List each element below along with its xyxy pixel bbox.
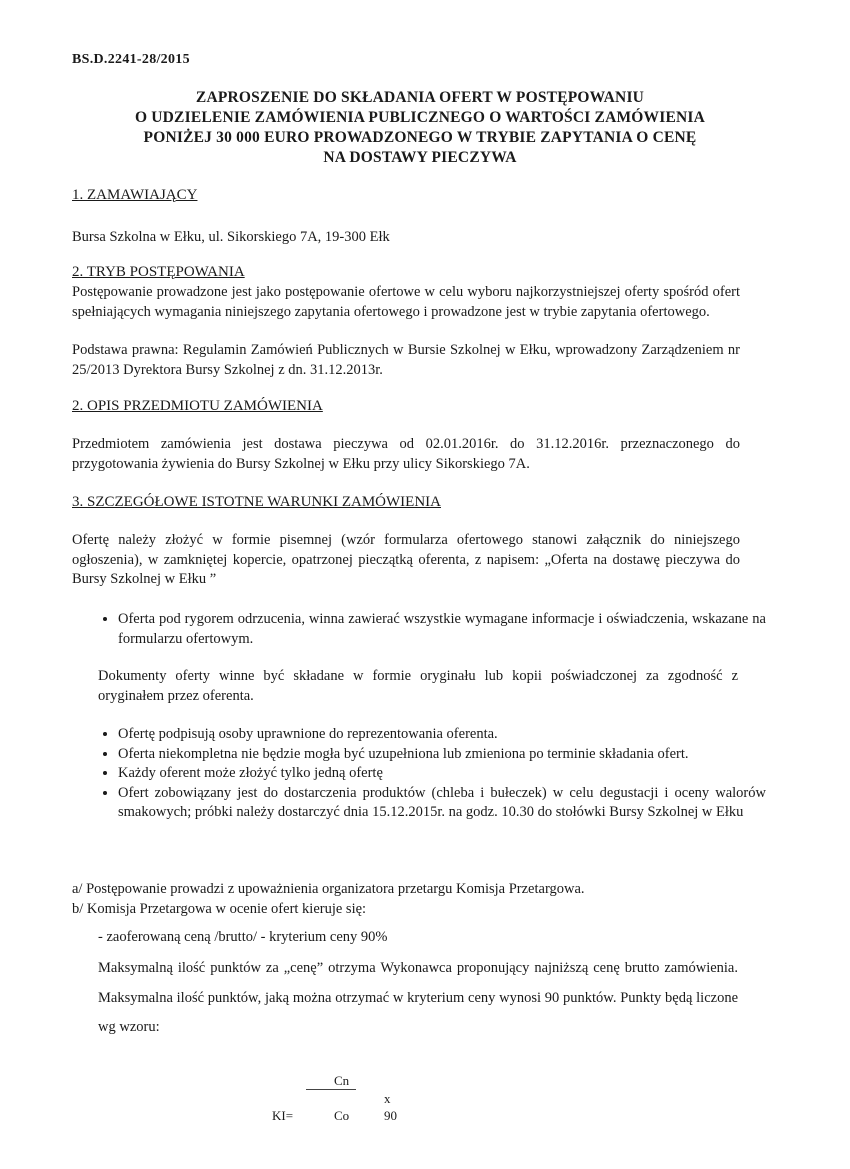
documents-paragraph: Dokumenty oferty winne być składane w formie oryginału lub kopii poświadczonej za zgodność z oryginałem przez oferenta.: [98, 668, 738, 704]
requirements-list: [92, 610, 766, 649]
section-heading-opis: 2. OPIS PRZEDMIOTU ZAMÓWIENIA: [72, 398, 323, 414]
price-criterion: - zaoferowaną ceną /brutto/ - kryterium ceny 90%: [98, 929, 388, 945]
ordering-party-address: Bursa Szkolna w Ełku, ul. Sikorskiego 7A, 19-300 Ełk: [72, 229, 390, 245]
title-line: PONIŻEJ 30 000 EURO PROWADZONEGO W TRYBIE ZAPYTANIA O CENĘ: [143, 129, 697, 146]
conditions-list: [92, 725, 766, 823]
committee-paragraph-a: a/ Postępowanie prowadzi z upoważnienia organizatora przetargu Komisja Przetargowa.: [72, 881, 585, 897]
document-reference: BS.D.2241-28/2015: [72, 52, 190, 67]
formula-factor: 90: [384, 1108, 397, 1123]
formula-denominator: Co: [334, 1108, 350, 1123]
max-points-paragraph: Maksymalną ilość punktów za „cenę” otrzyma Wykonawca proponujący najniższą cenę brutto zamówienia. Maksymalna ilość punktów, jaką można otrzymać w kryterium ceny wynosi 90 punktów. Punkty będą liczone wg wzoru:: [98, 960, 738, 1035]
list-item: • Ofert zobowiązany jest do dostarczenia produktów (chleba i bułeczek) w celu degustacji i oceny walorów smakowych; próbki należy dostarczyć dnia 15.12.2015r. na godz. 10.30 do stołówki Bursy Szkolnej w Ełku: [118, 784, 766, 823]
section-heading-tryb: 2. TRYB POSTĘPOWANIA: [72, 264, 245, 280]
section-heading-zamawiajacy: 1. ZAMAWIAJĄCY: [72, 187, 198, 203]
formula-times: x: [384, 1091, 391, 1106]
document-title: [100, 88, 740, 168]
title-line: O UDZIELENIE ZAMÓWIENIA PUBLICZNEGO O WARTOŚCI ZAMÓWIENIA: [134, 109, 706, 126]
list-item: • Ofertę podpisują osoby uprawnione do reprezentowania oferenta.: [118, 725, 766, 745]
list-item: • Każdy oferent może złożyć tylko jedną ofertę: [118, 764, 766, 784]
subject-paragraph: Przedmiotem zamówienia jest dostawa pieczywa od 02.01.2016r. do 31.12.2016r. przeznaczonego do przygotowania żywienia do Bursy Szkolnej w Ełku przy ulicy Sikorskiego 7A.: [72, 436, 740, 472]
fraction-bar: [306, 1089, 356, 1090]
procedure-paragraph: Postępowanie prowadzone jest jako postępowanie ofertowe w celu wyboru najkorzystniejszej oferty spośród ofert spełniających wymagania niniejszego zapytania ofertowego i prowadzone jest w trybie zapytania ofertowego.: [72, 284, 740, 320]
title-line: ZAPROSZENIE DO SKŁADANIA OFERT W POSTĘPOWANIU: [195, 89, 645, 106]
formula-lhs: KI=: [272, 1108, 294, 1123]
formula-numerator: Cn: [334, 1073, 350, 1088]
list-item: • Oferta pod rygorem odrzucenia, winna zawierać wszystkie wymagane informacje i oświadczenia, wskazane na formularzu ofertowym.: [118, 610, 766, 649]
legal-basis-paragraph: Podstawa prawna: Regulamin Zamówień Publicznych w Bursie Szkolnej w Ełku, wprowadzony Zarządzeniem nr 25/2013 Dyrektora Bursy Szkolnej z dn. 31.12.2013r.: [72, 342, 740, 378]
section-heading-warunki: 3. SZCZEGÓŁOWE ISTOTNE WARUNKI ZAMÓWIENIA: [72, 494, 441, 510]
committee-paragraph-b: b/ Komisja Przetargowa w ocenie ofert kieruje się:: [72, 901, 367, 917]
list-item: • Oferta niekompletna nie będzie mogła być uzupełniona lub zmieniona po terminie składania ofert.: [118, 745, 766, 765]
title-line: NA DOSTAWY PIECZYWA: [323, 149, 517, 166]
offer-submission-paragraph: Ofertę należy złożyć w formie pisemnej (wzór formularza ofertowego stanowi załącznik do niniejszego ogłoszenia), w zamkniętej kopercie, opatrzonej pieczątką oferenta, z napisem: „Oferta na dostawę pieczywa do Bursy Szkolnej w Ełku ”: [72, 532, 740, 587]
